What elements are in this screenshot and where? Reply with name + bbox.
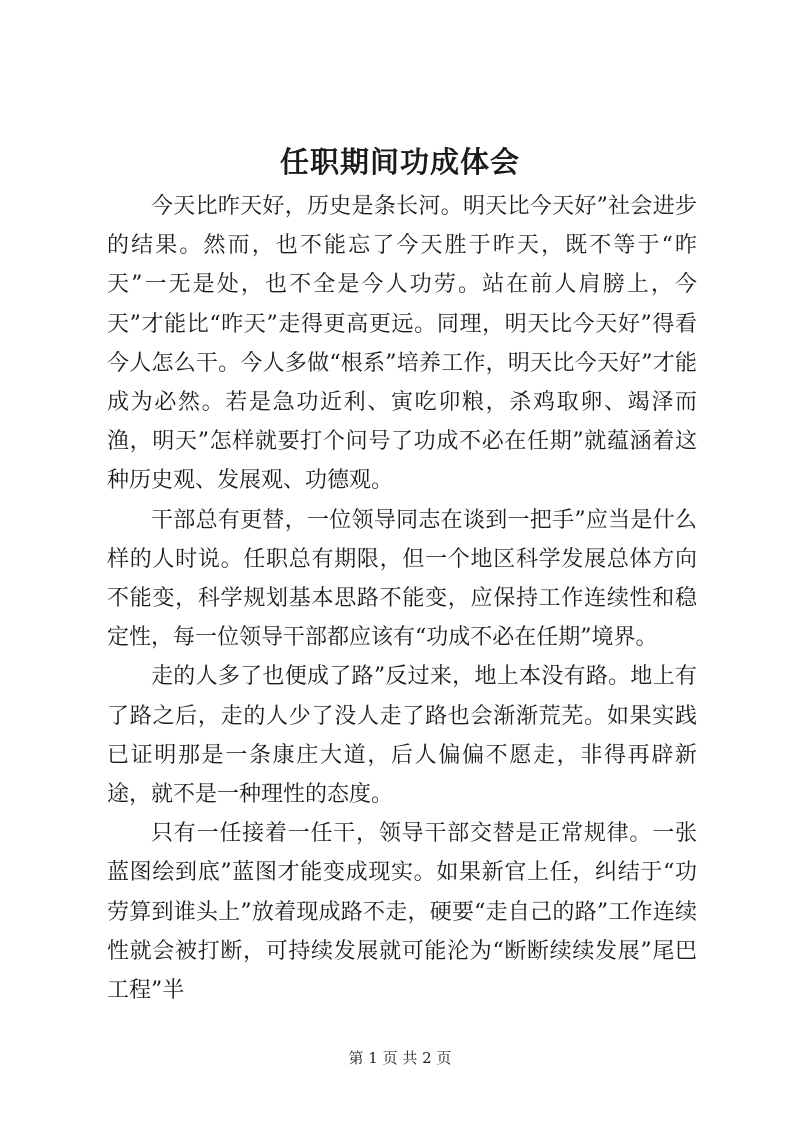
paragraph-4: 只有一任接着一任干，领导干部交替是正常规律。一张蓝图绘到底”蓝图才能变成现实。如果新官上任，纠结于“功劳算到谁头上”放着现成路不走，硬要“走自己的路”工作连续性就会被打断，可持续发展就可能沦为“断断续续发展”尾巴工程”半 bbox=[107, 821, 697, 1004]
paragraph-3: 走的人多了也便成了路”反过来，地上本没有路。地上有了路之后，走的人少了没人走了路也会渐渐荒芜。如果实践已证明那是一条康庄大道，后人偏偏不愿走，非得再辟新途，就不是一种理性的态度。 bbox=[107, 664, 697, 808]
page-footer: 第 1 页 共 2 页 bbox=[348, 1049, 452, 1067]
paragraph-1: 今天比昨天好，历史是条长河。明天比今天好”社会进步的结果。然而，也不能忘了今天胜于昨天，既不等于“昨天”一无是处，也不全是今人功劳。站在前人肩膀上，今天”才能比“昨天”走得更高更远。同理，明天比今天好”得看今人怎么干。今人多做“根系”培养工作，明天比今天好”才能成为必然。若是急功近利、寅吃卯粮，杀鸡取卵、竭泽而渔，明天”怎样就要打个问号了功成不必在任期”就蕴涵着这种历史观、发展观、功德观。 bbox=[107, 194, 697, 494]
document-title: 任职期间功成体会 bbox=[279, 145, 520, 179]
paragraph-2: 干部总有更替，一位领导同志在谈到一把手”应当是什么样的人时说。任职总有期限，但一个地区科学发展总体方向不能变，科学规划基本思路不能变，应保持工作连续性和稳定性，每一位领导干部都应该有“功成不必在任期”境界。 bbox=[107, 507, 697, 651]
document-body bbox=[107, 187, 697, 1010]
